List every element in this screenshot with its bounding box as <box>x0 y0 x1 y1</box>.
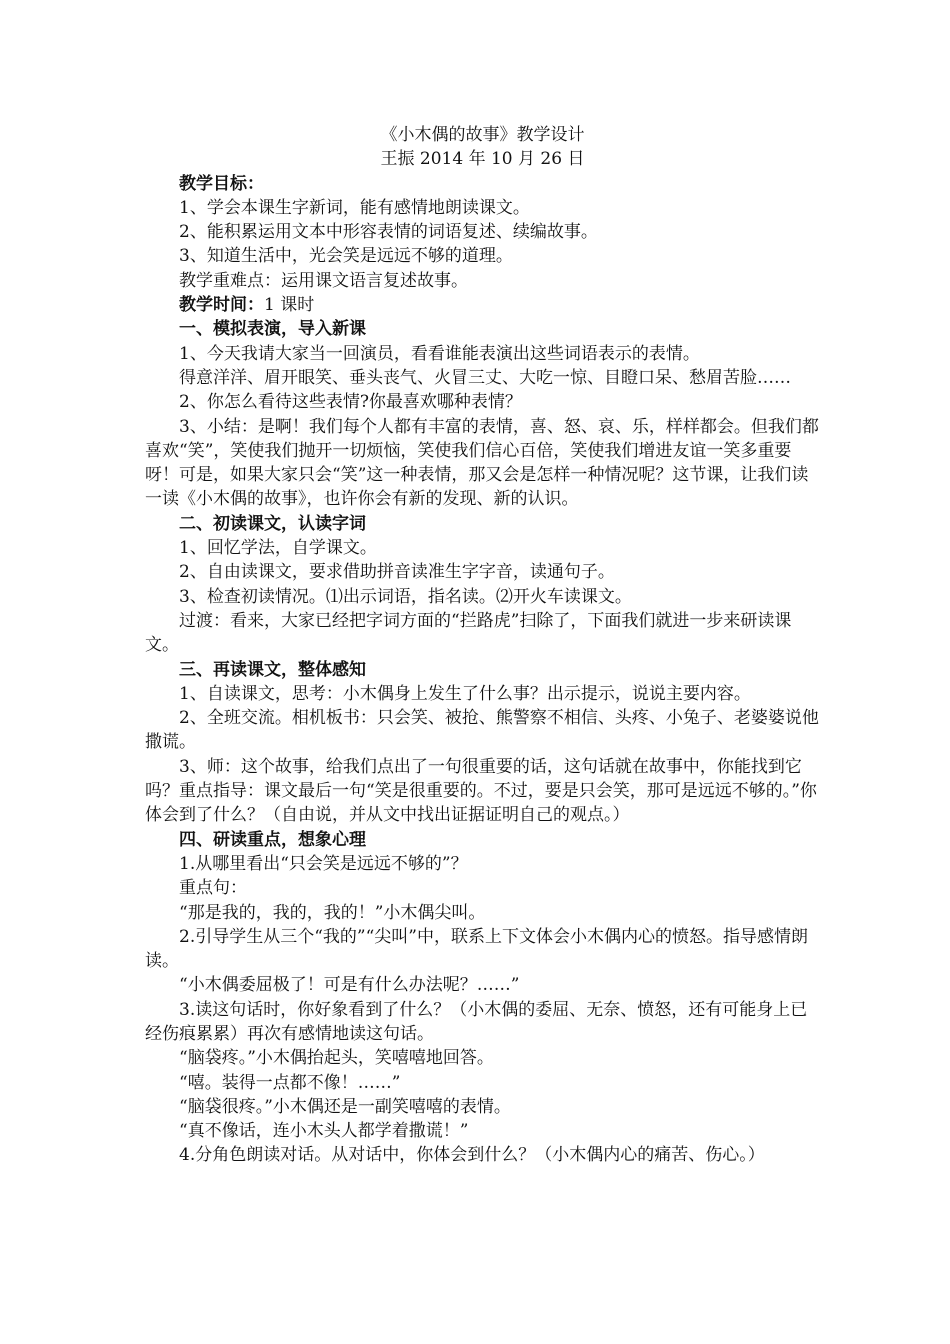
paragraph: 过渡：看来，大家已经把字词方面的“拦路虎”扫除了，下面我们就进一步来研读课文。 <box>145 610 792 656</box>
quote-line: “脑袋疼。”小木偶抬起头，笑嘻嘻地回答。 <box>179 1048 494 1069</box>
quote-line: “小木偶委屈极了！可是有什么办法呢？……” <box>179 975 520 996</box>
section-heading: 一、模拟表演，导入新课 <box>179 319 366 340</box>
quote-line: “脑袋很疼。”小木偶还是一副笑嘻嘻的表情。 <box>179 1096 511 1117</box>
difficulty-line: 教学重难点：运用课文语言复述故事。 <box>179 270 468 291</box>
paragraph: 重点句： <box>179 878 247 899</box>
paragraph: 1、自读课文，思考：小木偶身上发生了什么事？出示提示，说说主要内容。 <box>179 683 751 704</box>
paragraph: 2、自由读课文，要求借助拼音读准生字字音，读通句子。 <box>179 562 615 583</box>
paragraph: 3.读这句话时，你好象看到了什么？（小木偶的委屈、无奈、愤怒，还有可能身上已经伤痕累累）再次有感情地读这句话。 <box>145 999 808 1044</box>
paragraph: 4.分角色朗读对话。从对话中，你体会到什么？（小木偶内心的痛苦、伤心。） <box>179 1145 765 1166</box>
goal-item: 3、知道生活中，光会笑是远远不够的道理。 <box>179 246 513 267</box>
section-heading: 四、研读重点，想象心理 <box>179 829 366 850</box>
paragraph: 1、回忆学法，自学课文。 <box>179 538 377 559</box>
document-byline: 王振 2014 年 10 月 26 日 <box>380 149 585 170</box>
document-title: 《小木偶的故事》教学设计 <box>380 125 585 145</box>
paragraph: 3、检查初读情况。⑴出示词语，指名读。⑵开火车读课文。 <box>179 586 632 607</box>
paragraph: 2.引导学生从三个“我的”“尖叫”中，联系上下文体会小木偶内心的愤怒。指导感情朗读。 <box>145 926 808 972</box>
goals-heading: 教学目标： <box>179 173 264 194</box>
paragraph: 1.从哪里看出“只会笑是远远不够的”？ <box>179 853 468 874</box>
paragraph: 3、小结：是啊！我们每个人都有丰富的表情，喜、怒、哀、乐，样样都会。但我们都喜欢“笑”，笑使我们抛开一切烦恼，笑使我们信心百倍，笑使我们增进友谊一笑多重要呀！可是，如果大家只会“笑”这一种表情，那又会是怎样一种情况呢？这节课，让我们读一读《小木偶的故事》，也许你会有新的发现、新的认识。 <box>145 416 819 510</box>
section-heading: 三、再读课文，整体感知 <box>179 659 366 680</box>
section-heading: 二、初读课文，认读字词 <box>179 513 366 534</box>
quote-line: “那是我的，我的，我的！”小木偶尖叫。 <box>179 902 486 923</box>
paragraph: 3、师：这个故事，给我们点出了一句很重要的话，这句话就在故事中，你能找到它吗？重点指导：课文最后一句“笑是很重要的。不过，要是只会笑，那可是远远不够的。”你体会到了什么？（自由说，并从文中找出证据证明自己的观点。） <box>145 756 817 826</box>
time-label: 教学时间： <box>179 295 264 316</box>
paragraph: 2、你怎么看待这些表情?你最喜欢哪种表情？ <box>179 392 522 413</box>
time-value: 1 课时 <box>264 295 315 316</box>
quote-line: “真不像话，连小木头人都学着撒谎！” <box>179 1121 469 1142</box>
goal-item: 2、能积累运用文本中形容表情的词语复述、续编故事。 <box>179 222 598 243</box>
paragraph: 1、今天我请大家当一回演员，看看谁能表演出这些词语表示的表情。 <box>179 343 700 364</box>
document-page <box>145 123 820 1168</box>
paragraph: 2、全班交流。相机板书：只会笑、被抢、熊警察不相信、头疼、小兔子、老婆婆说他撒谎。 <box>145 708 819 753</box>
quote-line: “嘻。装得一点都不像！……” <box>179 1072 401 1093</box>
time-line <box>145 293 820 317</box>
paragraph: 得意洋洋、眉开眼笑、垂头丧气、火冒三丈、大吃一惊、目瞪口呆、愁眉苦脸…… <box>179 367 791 388</box>
goal-item: 1、学会本课生字新词，能有感情地朗读课文。 <box>179 197 530 218</box>
